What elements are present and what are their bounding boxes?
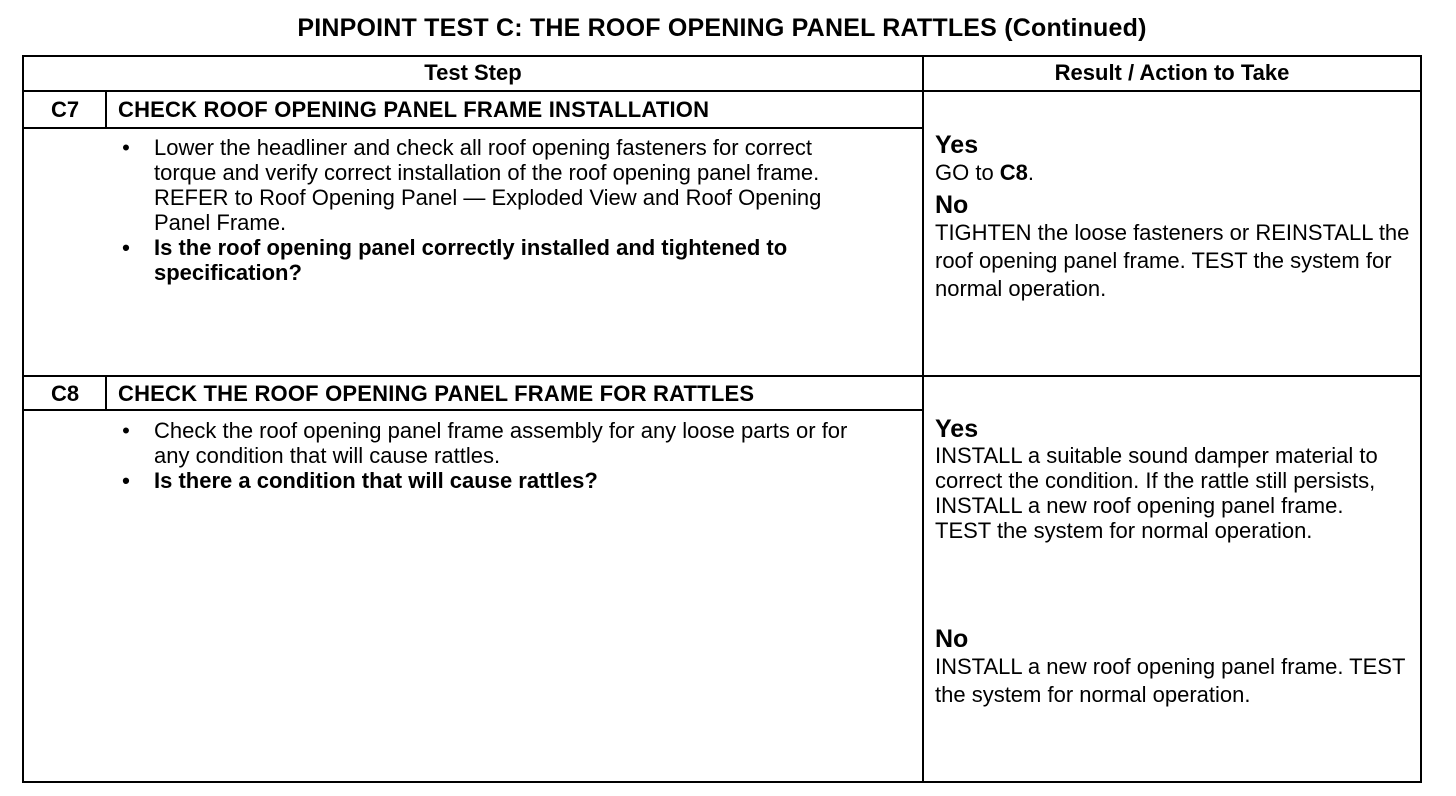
yes-action: GO to C8. — [935, 160, 1035, 185]
step-c8-result-no — [935, 625, 1415, 709]
bullet-icon: • — [122, 235, 130, 260]
step-id-c7: C7 — [50, 97, 80, 122]
page-title: PINPOINT TEST C: THE ROOF OPENING PANEL RATTLES (Continued) — [297, 14, 1147, 42]
step-reference: C8 — [999, 160, 1028, 185]
no-label: No — [935, 625, 969, 653]
bullet-icon: • — [122, 418, 130, 443]
no-action: TIGHTEN the loose fasteners or REINSTALL the roof opening panel frame. TEST the system for normal operation. — [935, 220, 1410, 301]
step-c7-instructions — [116, 135, 876, 285]
step-c8-instructions — [116, 418, 856, 493]
list-item: • Is there a condition that will cause rattles? — [116, 468, 856, 493]
step-id-c8: C8 — [50, 381, 80, 406]
column-divider — [922, 57, 924, 781]
list-item: • Check the roof opening panel frame assembly for any loose parts or for any condition that will cause rattles. — [116, 418, 856, 468]
step-title-divider — [24, 409, 922, 411]
step-c8-result-yes — [935, 415, 1385, 543]
step-title-c7: CHECK ROOF OPENING PANEL FRAME INSTALLATION — [118, 97, 710, 122]
bullet-icon: • — [122, 135, 130, 160]
step-title-c8: CHECK THE ROOF OPENING PANEL FRAME FOR RATTLES — [118, 381, 755, 406]
list-item: • Is the roof opening panel correctly installed and tightened to specification? — [116, 235, 876, 285]
list-item: • Lower the headliner and check all roof opening fasteners for correct torque and verify correct installation of the roof opening panel frame. REFER to Roof Opening Panel — Exploded View and Roof Opening Panel Frame. — [116, 135, 876, 235]
header-result-action: Result / Action to Take — [1054, 60, 1290, 85]
pinpoint-test-table — [22, 55, 1422, 783]
yes-action: INSTALL a suitable sound damper material to correct the condition. If the rattle still persists, INSTALL a new roof opening panel frame. TEST the system for normal operation. — [935, 443, 1378, 543]
no-label: No — [935, 191, 969, 219]
bullet-icon: • — [122, 468, 130, 493]
step-separator — [24, 375, 1420, 377]
step-title-divider — [24, 127, 922, 129]
header-divider — [24, 90, 1420, 92]
no-action: INSTALL a new roof opening panel frame. TEST the system for normal operation. — [935, 654, 1406, 707]
yes-label: Yes — [935, 415, 979, 443]
header-test-step: Test Step — [424, 60, 522, 85]
yes-label: Yes — [935, 131, 979, 159]
step-c7-result — [935, 131, 1415, 303]
